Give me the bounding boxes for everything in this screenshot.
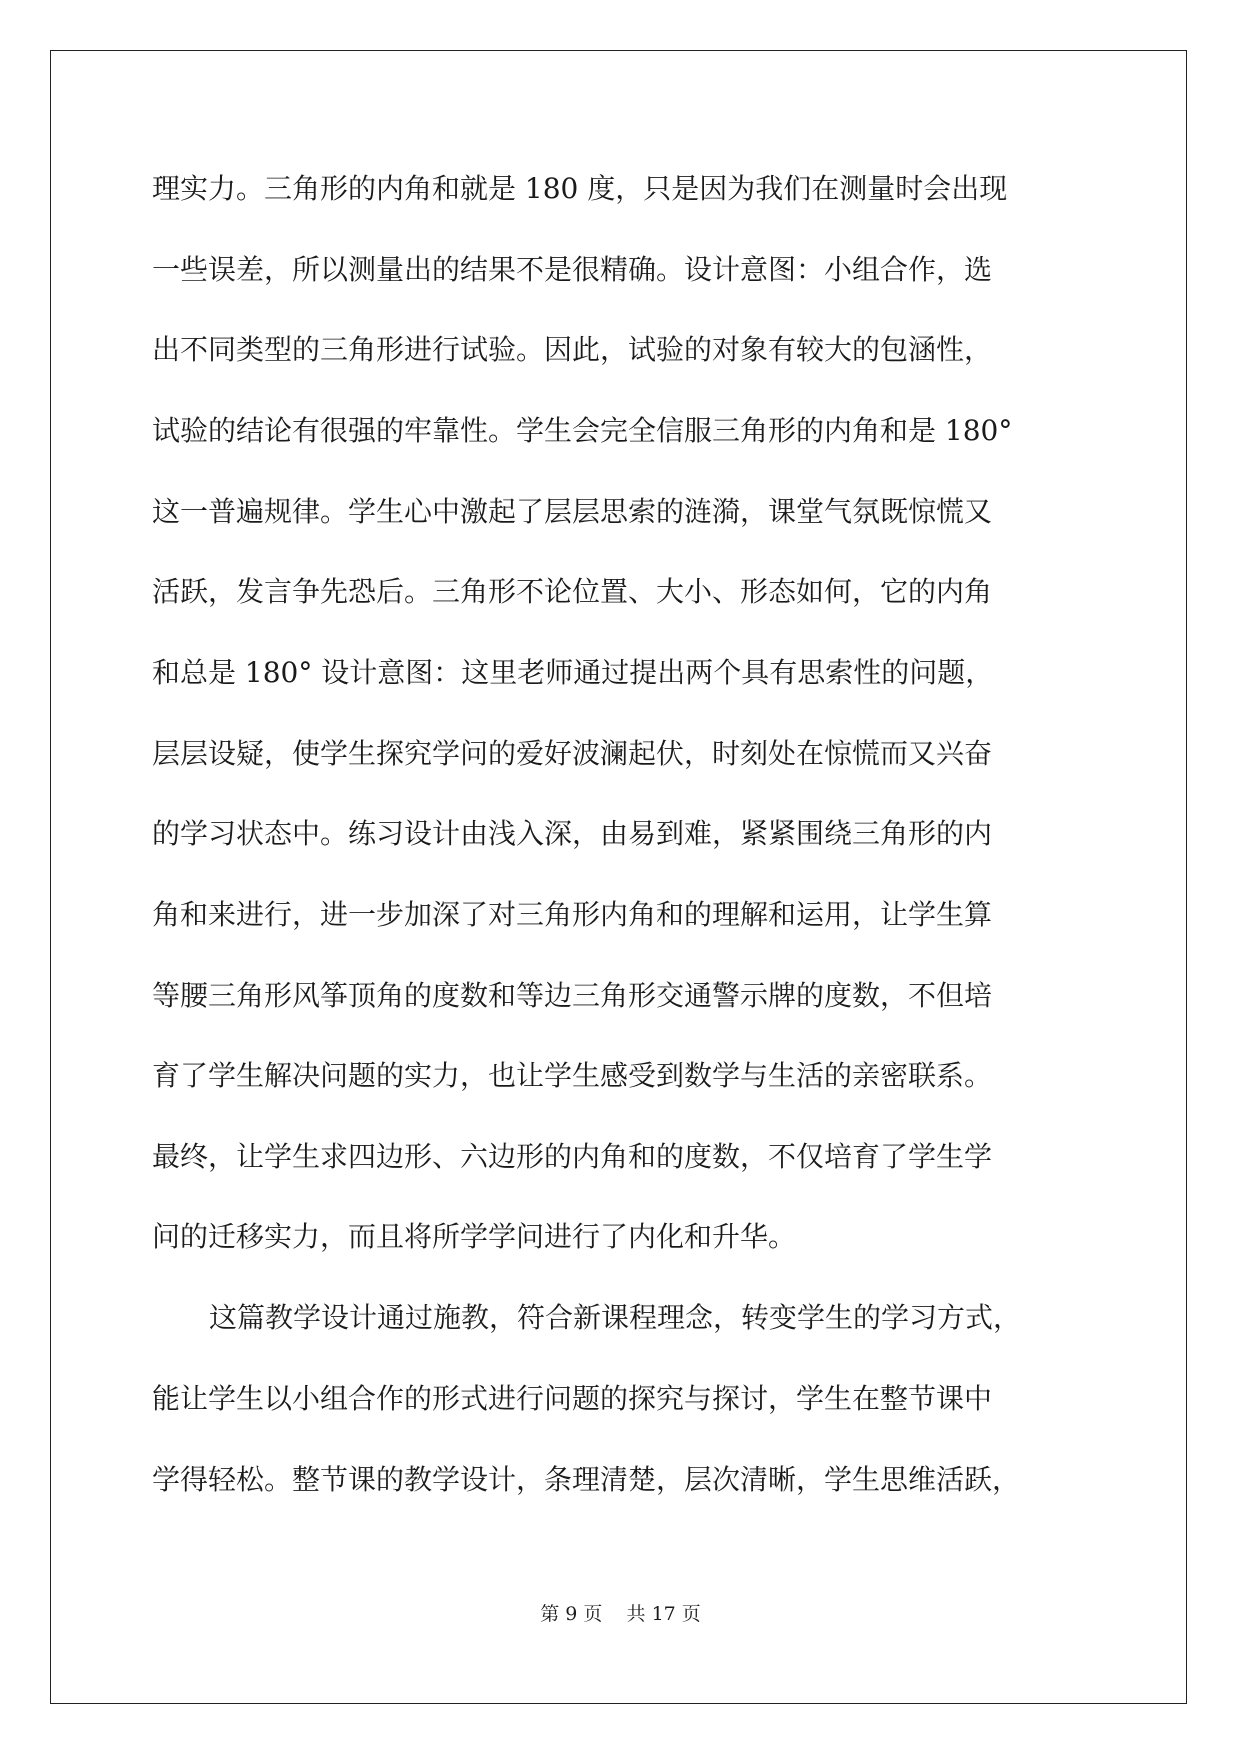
text-line: 等腰三角形风筝顶角的度数和等边三角形交通警示牌的度数，不但培 — [152, 979, 993, 1012]
text-line: 最终，让学生求四边形、六边形的内角和的度数，不仅培育了学生学 — [152, 1140, 993, 1173]
text-line: 的学习状态中。练习设计由浅入深，由易到难，紧紧围绕三角形的内 — [152, 817, 993, 850]
text-line: 和总是 180° 设计意图：这里老师通过提出两个具有思索性的问题， — [152, 656, 994, 689]
text-line: 这一普遍规律。学生心中激起了层层思索的涟漪，课堂气氛既惊慌又 — [152, 495, 993, 528]
text-line: 一些误差，所以测量出的结果不是很精确。设计意图：小组合作，选 — [152, 253, 993, 286]
text-line: 角和来进行，进一步加深了对三角形内角和的理解和运用，让学生算 — [152, 898, 993, 931]
text-line: 层层设疑，使学生探究学问的爱好波澜起伏，时刻处在惊慌而又兴奋 — [152, 737, 993, 770]
text-line: 学得轻松。整节课的教学设计，条理清楚，层次清晰，学生思维活跃， — [152, 1463, 1021, 1496]
text-line: 出不同类型的三角形进行试验。因此，试验的对象有较大的包涵性， — [152, 333, 993, 366]
text-line: 理实力。三角形的内角和就是 180 度，只是因为我们在测量时会出现 — [152, 172, 1008, 205]
text-line: 试验的结论有很强的牢靠性。学生会完全信服三角形的内角和是 180° — [152, 414, 1013, 447]
page-number-footer: 第 9 页 共 17 页 — [540, 1603, 701, 1625]
text-line: 问的迁移实力，而且将所学学问进行了内化和升华。 — [152, 1220, 797, 1253]
text-line: 育了学生解决问题的实力，也让学生感受到数学与生活的亲密联系。 — [152, 1059, 993, 1092]
paragraph-first-line: 这篇教学设计通过施教，符合新课程理念，转变学生的学习方式， — [209, 1301, 1022, 1334]
text-line: 能让学生以小组合作的形式进行问题的探究与探讨，学生在整节课中 — [152, 1382, 993, 1415]
text-line: 活跃，发言争先恐后。三角形不论位置、大小、形态如何，它的内角 — [152, 575, 993, 608]
